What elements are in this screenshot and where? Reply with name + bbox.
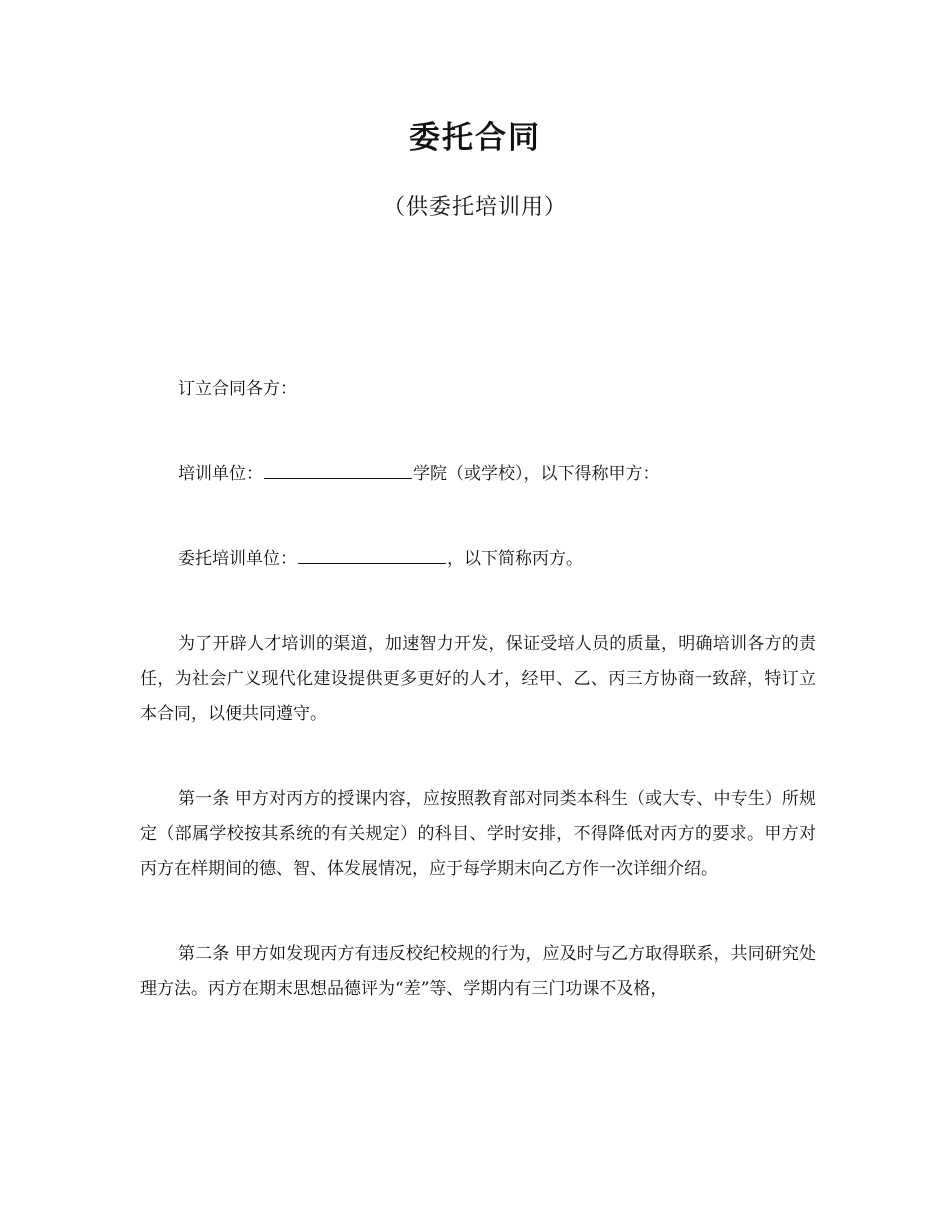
article-2 [140, 937, 816, 1007]
entrusting-unit-suffix: ，以下简称丙方。 [447, 549, 583, 569]
training-unit-line [140, 457, 816, 492]
document-subtitle: （供委托培训用） [382, 195, 567, 220]
article-2-heading: 第二条 [178, 944, 230, 964]
parties-intro: 订立合同各方： [178, 379, 297, 399]
preamble-paragraph: 为了开辟人才培训的渠道，加速智力开发，保证受培人员的质量，明确培训各方的责任，为社会广义现代化建设提供更多更好的人才，经甲、乙、丙三方协商一致辞，特订立本合同，以便共同遵守。 [140, 634, 816, 724]
training-unit-label: 培训单位： [178, 464, 263, 484]
document-body [140, 372, 816, 1007]
article-1 [140, 782, 816, 887]
training-unit-blank [264, 461, 412, 479]
entrusting-unit-label: 委托培训单位： [178, 549, 297, 569]
document-title: 委托合同 [409, 120, 541, 156]
entrusting-unit-line [140, 542, 816, 577]
article-2-text: 甲方如发现丙方有违反校纪校规的行为，应及时与乙方取得联系，共同研究处理方法。丙方在期末思想品德评为“差”等、学期内有三门功课不及格， [140, 944, 817, 999]
article-1-text: 甲方对丙方的授课内容，应按照教育部对同类本科生（或大专、中专生）所规定（部属学校按其系统的有关规定）的科目、学时安排，不得降低对丙方的要求。甲方对丙方在样期间的德、智、体发展情况，应于每学期末向乙方作一次详细介绍。 [140, 789, 817, 879]
training-unit-suffix: 学院（或学校），以下得称甲方： [413, 464, 660, 484]
entrusting-unit-blank [298, 546, 446, 564]
article-1-heading: 第一条 [178, 789, 230, 809]
